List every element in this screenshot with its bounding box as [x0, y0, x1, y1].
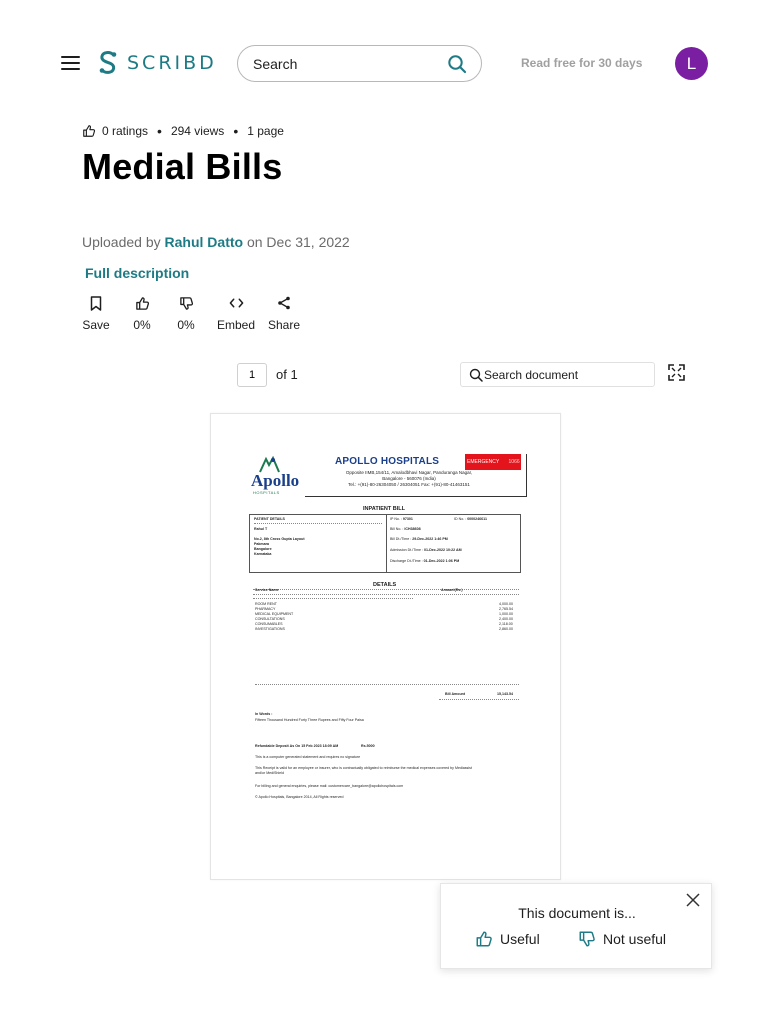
document-title: Medial Bills	[82, 146, 283, 187]
views-count: 294 views	[170, 124, 225, 138]
upload-date: on Dec 31, 2022	[246, 234, 350, 250]
user-avatar[interactable]: L	[675, 47, 708, 80]
note-line: For billing and general enquiries, please mail: customercare_bangalore@apollohospitals.com	[255, 784, 404, 788]
thumbs-up-icon	[135, 296, 150, 311]
inpatient-bill-title: INPATIENT BILL	[363, 506, 405, 512]
bill-item-name: INVESTIGATIONS	[255, 627, 285, 631]
useful-label: Useful	[500, 931, 540, 947]
like-button[interactable]	[120, 294, 164, 332]
read-free-link[interactable]: Read free for 30 days	[521, 56, 643, 70]
discharge-date: Discharge Dt./Time : 01-Dec-2022 1:06 PM	[390, 559, 460, 563]
bill-item-name: CONSUMABLES	[255, 622, 283, 626]
feedback-popup	[440, 883, 712, 969]
address-line: Opposite IIMB,154/11, Amalodbhavi Nagar, Panduranga Nagar,	[345, 470, 473, 475]
amount-column-header: Amount(Rs.)	[441, 588, 463, 592]
patient-address-1: No.2, 8th Cross Gupta Layout	[254, 537, 305, 541]
top-navigation	[0, 0, 768, 126]
not-useful-label: Not useful	[603, 931, 667, 947]
ip-number: IP No. : 97301	[390, 517, 413, 521]
thumbs-up-icon	[82, 124, 96, 138]
full-description-link[interactable]: Full description	[85, 265, 190, 281]
in-words-value: Fifteen Thousand Hundred Forty Three Rupees and Fifty Four Paisa	[255, 718, 364, 722]
patient-address-3: Bangalore	[254, 547, 272, 551]
feedback-title: This document is...	[518, 905, 636, 921]
brand-name: SCRIBD	[127, 52, 217, 74]
uploaded-prefix: Uploaded by	[82, 234, 161, 250]
page-total: of 1	[276, 367, 298, 382]
address-line: Bangalore - 560076 (India)	[382, 476, 436, 481]
bill-date: Bill Dt./Time : 29-Dec-2022 1:46 PM	[390, 537, 448, 541]
separator-dot: •	[157, 123, 162, 139]
thumbs-down-icon	[179, 296, 194, 311]
id-number: ID No. : 0000246611	[454, 517, 487, 521]
page-count: 1 page	[247, 124, 284, 138]
service-column-header: Service Name	[255, 588, 279, 592]
save-label: Save	[82, 318, 110, 332]
dislike-button[interactable]	[164, 294, 208, 332]
bookmark-icon	[90, 296, 102, 311]
bill-header	[249, 452, 527, 498]
ratings-count: 0 ratings	[102, 124, 149, 138]
search-icon[interactable]	[447, 54, 467, 74]
bill-item-amount: 2,118.00	[499, 622, 513, 626]
bill-item-name: MEDICAL EQUIPMENT	[255, 612, 294, 616]
search-input[interactable]	[253, 54, 433, 74]
document-page	[210, 413, 561, 880]
search-bar	[237, 45, 482, 82]
bill-number: Bill No. : ICH38608	[390, 527, 421, 531]
page-number-input[interactable]	[237, 363, 267, 387]
bill-item-amount: 2,765.54	[499, 607, 513, 611]
refundable-deposit: Refundable Deposit As On 15 Feb 2023 18:09 AM	[255, 744, 339, 748]
search-icon	[469, 368, 483, 382]
emergency-number: 1066	[508, 459, 520, 465]
bill-item-name: PHARMACY	[255, 607, 276, 611]
share-icon	[277, 296, 291, 310]
bill-item-name: CONSULTATIONS	[255, 617, 285, 621]
menu-icon[interactable]	[61, 55, 80, 71]
deposit-amount: Rs.5000	[361, 744, 375, 748]
patient-details-label: PATIENT DETAILS	[254, 517, 285, 521]
document-actions	[78, 294, 306, 332]
apollo-logo-sub: HOSPITALS	[253, 490, 280, 495]
admission-date: Admission Dt./Time : 01-Dec-2022 10:22 AM	[390, 548, 462, 552]
embed-label: Embed	[216, 318, 256, 332]
not-useful-button[interactable]	[578, 930, 666, 948]
bill-amount-label: Bill Amount	[445, 692, 466, 696]
scribd-logo[interactable]	[97, 50, 217, 76]
in-words-label: In Words :	[255, 712, 273, 716]
upload-info	[82, 234, 350, 250]
bill-item-amount: 4,000.00	[499, 602, 513, 606]
dislike-percent: 0%	[177, 318, 195, 332]
apollo-logo-word: Apollo	[251, 471, 300, 490]
note-line: This is a computer generated statement and requires no signature	[255, 755, 361, 759]
document-stats	[82, 123, 284, 139]
author-link[interactable]: Rahul Datto	[164, 234, 244, 250]
thumbs-down-icon	[578, 930, 596, 948]
hospital-address	[309, 470, 509, 488]
useful-button[interactable]	[475, 930, 540, 948]
thumbs-up-icon	[475, 930, 493, 948]
embed-button[interactable]	[211, 294, 261, 332]
like-percent: 0%	[133, 318, 151, 332]
bill-item-amount: 1,000.00	[499, 612, 513, 616]
patient-name: Rahul T	[254, 527, 268, 531]
address-line: Tel.: +(91)-80-26304050 / 26304051 Fax: +(91)-80-41463151	[348, 482, 470, 487]
patient-address-2: Pakmara	[254, 542, 269, 546]
fullscreen-icon[interactable]	[668, 364, 685, 381]
code-icon	[229, 297, 244, 309]
divider	[526, 454, 527, 497]
bill-item-name: ROOM RENT	[255, 602, 277, 606]
hospital-name: APOLLO HOSPITALS	[335, 456, 440, 467]
patient-address-4: Karnataka	[254, 552, 272, 556]
emergency-badge	[465, 454, 521, 470]
patient-details-box	[249, 514, 521, 573]
share-label: Share	[267, 318, 301, 332]
note-line: and/or MediShield	[255, 771, 284, 775]
bill-item-amount: 2,860.00	[499, 627, 513, 631]
save-button[interactable]	[78, 294, 114, 332]
emergency-label: EMERGENCY	[467, 459, 500, 465]
note-line: This Receipt is valid for an employee or insurer, who is contractually obligated to reimburse the medical expenses covered by Mediassist	[255, 766, 472, 770]
divider	[305, 496, 527, 497]
bill-amount-value: 15,143.54	[497, 692, 513, 696]
details-title: DETAILS	[373, 582, 397, 588]
apollo-logo	[249, 456, 309, 496]
scribd-logo-icon	[97, 50, 119, 76]
document-search-input[interactable]	[484, 366, 649, 384]
share-button[interactable]	[262, 294, 306, 332]
bill-item-amount: 2,400.00	[499, 617, 513, 621]
separator-dot: •	[233, 123, 239, 139]
close-icon[interactable]	[685, 892, 701, 908]
note-line: © Apollo Hospitals, Bangalore 2014, All Rights reserved	[255, 795, 344, 799]
document-search	[460, 362, 655, 387]
